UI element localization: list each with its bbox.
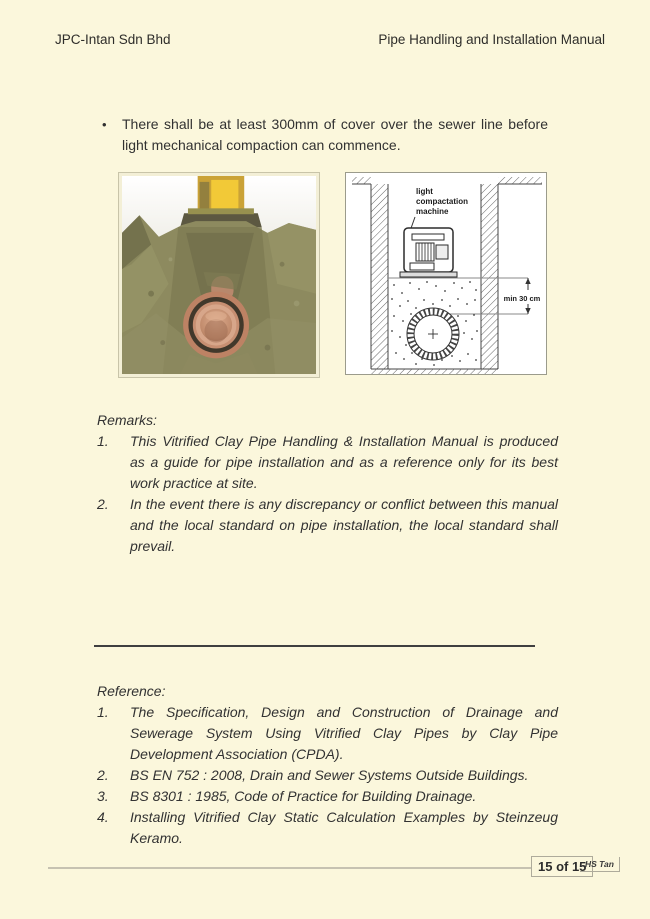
trench-photo-figure	[118, 172, 320, 378]
remarks-item-text: In the event there is any discrepancy or conflict between this manual and the local standard on pipe installation, the local standard shall prevail.	[130, 496, 558, 554]
section-divider	[94, 645, 535, 647]
author-initials: HS Tan	[580, 857, 620, 872]
reference-item-number: 4.	[97, 809, 109, 825]
machine-label-line3: machine	[416, 207, 449, 216]
reference-item-text: Installing Vitrified Clay Static Calculation Examples by Steinzeug Keramo.	[130, 809, 558, 846]
bullet-marker: •	[102, 117, 107, 132]
remarks-item	[97, 431, 558, 494]
page-number-badge: 15 of 15	[531, 856, 593, 877]
reference-section	[97, 681, 558, 849]
dimension-label: min 30 cm	[503, 294, 541, 303]
machine-label-line2: compactation	[416, 197, 469, 206]
page-header	[55, 32, 605, 47]
reference-item	[97, 702, 558, 765]
reference-item-text: BS EN 752 : 2008, Drain and Sewer Systems Outside Buildings.	[130, 767, 529, 783]
reference-item	[97, 765, 558, 786]
reference-item	[97, 807, 558, 849]
reference-heading: Reference:	[97, 683, 166, 699]
remarks-item-text: This Vitrified Clay Pipe Handling & Installation Manual is produced as a guide for pipe installation and as a reference only for its best work practice at site.	[130, 433, 558, 491]
reference-item	[97, 786, 558, 807]
machine-label-line1: light	[416, 187, 433, 196]
pipe-cross-section-graphic	[407, 308, 459, 360]
compaction-diagram-figure	[345, 172, 547, 375]
bullet-paragraph	[100, 114, 548, 156]
reference-item-number: 1.	[97, 704, 109, 720]
reference-item-number: 3.	[97, 788, 109, 804]
reference-item-text: BS 8301 : 1985, Code of Practice for Building Drainage.	[130, 788, 477, 804]
compaction-diagram-graphic	[346, 173, 546, 374]
bullet-text: There shall be at least 300mm of cover over the sewer line before light mechanical compaction can commence.	[122, 116, 548, 153]
remarks-section	[97, 410, 558, 557]
reference-item-number: 2.	[97, 767, 109, 783]
header-company: JPC-Intan Sdn Bhd	[55, 32, 171, 47]
remarks-item	[97, 494, 558, 557]
footer-rule	[48, 867, 531, 869]
remarks-heading: Remarks:	[97, 412, 157, 428]
reference-item-text: The Specification, Design and Construction of Drainage and Sewerage System Using Vitrified Clay Pipes by Clay Pipe Development Association (CPDA).	[130, 704, 558, 762]
remarks-item-number: 2.	[97, 496, 109, 512]
trench-photo-graphic	[122, 176, 316, 374]
remarks-item-number: 1.	[97, 433, 109, 449]
header-doc-title: Pipe Handling and Installation Manual	[378, 32, 605, 47]
compactor-machine-graphic	[400, 228, 457, 277]
